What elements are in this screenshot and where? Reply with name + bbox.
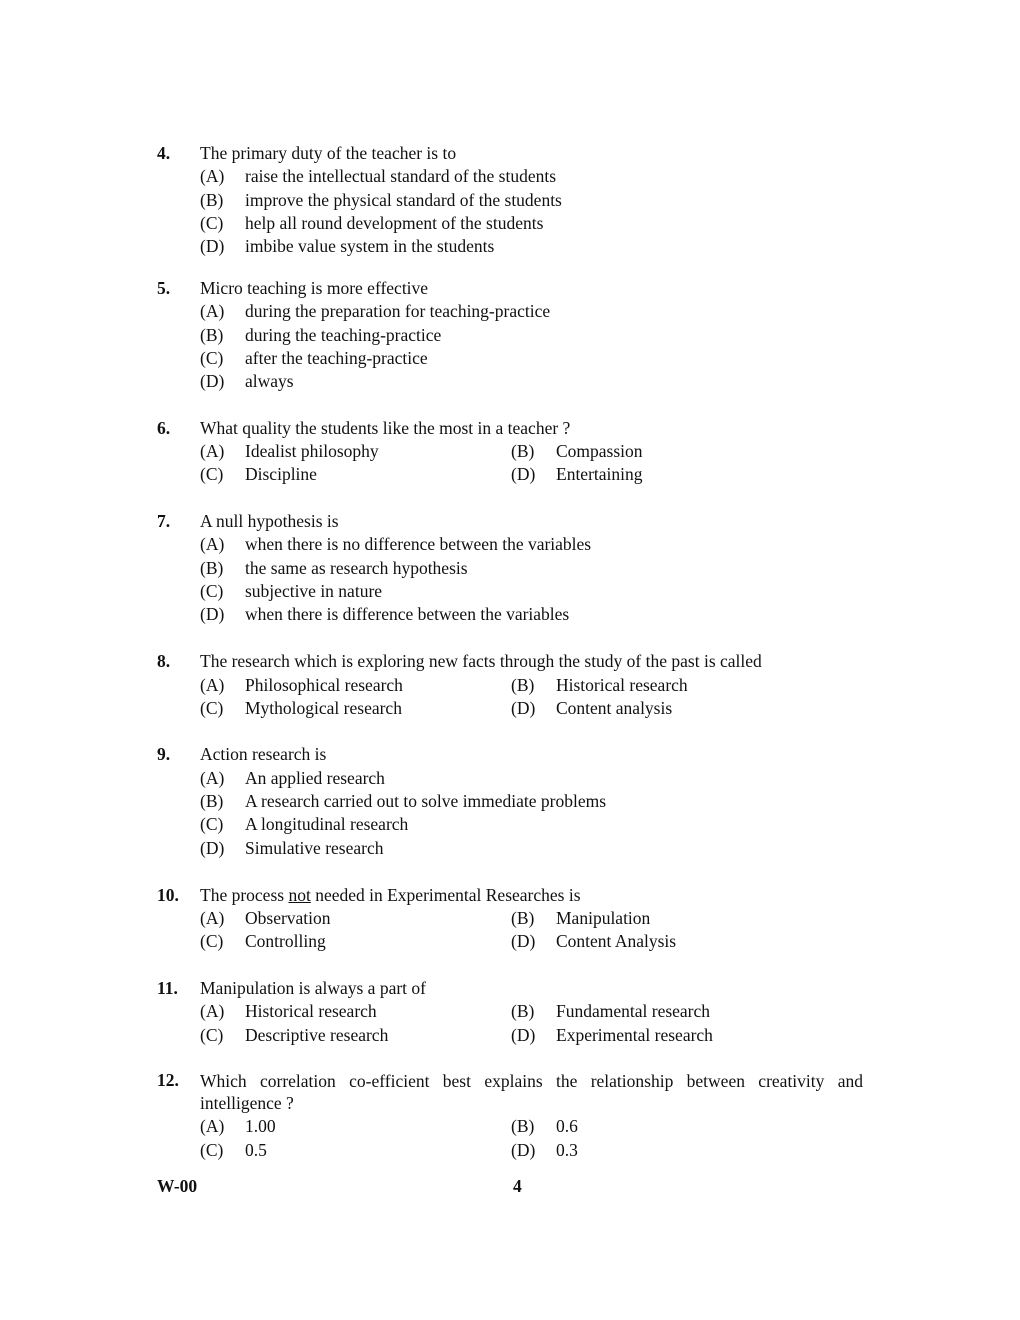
option-c [200,348,428,369]
question-text: A null hypothesis is [200,511,339,531]
option-label: (A) [200,166,225,186]
option-label: (C) [200,1140,224,1160]
option-text: Historical research [245,1001,377,1021]
paper-code: W-00 [157,1176,198,1196]
question-text: Which correlation co-efficient best explains the relationship between creativity and intelligence ? [200,1071,863,1113]
option-c [200,814,408,835]
option-label: (D) [511,464,536,484]
option-label: (B) [511,675,535,695]
option-label: (A) [200,1001,225,1021]
option-d [200,371,294,392]
option-c [200,1025,388,1046]
option-text: Observation [245,908,331,928]
option-label: (C) [200,581,224,601]
option-label: (D) [511,1025,536,1045]
question-number: 10. [157,885,179,905]
option-d [511,698,672,719]
option-text: Historical research [556,675,688,695]
option-label: (B) [511,441,535,461]
option-a [200,1001,377,1022]
option-a [200,908,331,929]
question-number: 8. [157,651,171,671]
option-label: (B) [200,325,224,345]
option-text: after the teaching-practice [245,348,428,368]
option-text: Philosophical research [245,675,403,695]
option-label: (D) [511,1140,536,1160]
option-b [511,675,688,696]
option-label: (B) [200,558,224,578]
option-text: Controlling [245,931,326,951]
option-text: during the preparation for teaching-practice [245,301,551,321]
option-label: (A) [200,301,225,321]
option-text: when there is difference between the variables [245,604,570,624]
option-text: Discipline [245,464,317,484]
option-d [511,464,643,485]
question-number: 5. [157,278,171,298]
option-text: help all round development of the students [245,213,544,233]
question-text: Manipulation is always a part of [200,978,426,998]
option-text: A longitudinal research [245,814,409,834]
option-label: (D) [200,236,225,256]
option-label: (C) [200,464,224,484]
option-label: (A) [200,768,225,788]
option-d [200,604,569,625]
question-text: Micro teaching is more effective [200,278,429,298]
question-number: 7. [157,511,171,531]
option-label: (C) [200,213,224,233]
page-number: 4 [513,1176,522,1196]
option-text: Simulative research [245,838,384,858]
option-b [511,908,650,929]
option-b [511,441,643,462]
option-b [200,190,562,211]
option-b [200,791,606,812]
option-label: (C) [200,348,224,368]
question-text: Action research is [200,744,327,764]
option-c [200,698,402,719]
option-text: the same as research hypothesis [245,558,468,578]
option-label: (C) [200,698,224,718]
question-number: 6. [157,418,171,438]
option-label: (A) [200,675,225,695]
option-a [200,166,556,187]
option-text: Content Analysis [556,931,677,951]
option-text: raise the intellectual standard of the students [245,166,557,186]
option-b [200,325,441,346]
option-text: improve the physical standard of the students [245,190,562,210]
option-label: (B) [200,791,224,811]
option-text: Compassion [556,441,643,461]
option-a [200,441,379,462]
question-number: 9. [157,744,171,764]
underlined-word: not [288,885,311,905]
option-text: when there is no difference between the variables [245,534,592,554]
question-text-part: The process [200,885,289,905]
option-d [200,838,384,859]
option-a [200,1116,276,1137]
option-text: subjective in nature [245,581,383,601]
option-text: 0.3 [556,1140,578,1160]
option-text: during the teaching-practice [245,325,442,345]
option-label: (A) [200,534,225,554]
option-b [200,558,468,579]
option-c [200,581,382,602]
option-label: (C) [200,1025,224,1045]
question-text [200,885,863,906]
question-text: The primary duty of the teacher is to [200,143,457,163]
option-label: (D) [200,604,225,624]
option-label: (C) [200,814,224,834]
option-a [200,301,550,322]
option-label: (D) [511,698,536,718]
question-number: 4. [157,143,171,163]
option-text: A research carried out to solve immediate problems [245,791,607,811]
question-text-part: needed in Experimental Researches is [310,885,581,905]
option-text: Experimental research [556,1025,713,1045]
option-label: (D) [200,371,225,391]
option-label: (A) [200,908,225,928]
option-label: (B) [511,1001,535,1021]
option-a [200,768,385,789]
option-text: 1.00 [245,1116,276,1136]
option-a [200,534,591,555]
question-text: The research which is exploring new facts through the study of the past is called [200,651,762,671]
option-b [511,1001,710,1022]
option-label: (A) [200,441,225,461]
option-b [511,1116,578,1137]
option-text: Content analysis [556,698,673,718]
option-text: imbibe value system in the students [245,236,495,256]
option-label: (B) [511,1116,535,1136]
option-label: (D) [511,931,536,951]
option-label: (A) [200,1116,225,1136]
option-text: Fundamental research [556,1001,711,1021]
option-text: 0.6 [556,1116,578,1136]
option-d [511,1140,578,1161]
question-number: 12. [157,1070,179,1090]
option-text: 0.5 [245,1140,267,1160]
option-text: Mythological research [245,698,402,718]
option-label: (D) [200,838,225,858]
option-c [200,213,543,234]
option-a [200,675,403,696]
option-label: (C) [200,931,224,951]
option-text: Manipulation [556,908,651,928]
option-text: Entertaining [556,464,643,484]
option-text: Descriptive research [245,1025,389,1045]
option-c [200,464,317,485]
option-text: always [245,371,294,391]
question-number: 11. [157,978,178,998]
question-text: What quality the students like the most in a teacher ? [200,418,571,438]
option-text: An applied research [245,768,385,788]
option-d [511,1025,713,1046]
option-c [200,1140,267,1161]
option-c [200,931,326,952]
option-d [511,931,676,952]
option-label: (B) [511,908,535,928]
option-d [200,236,494,257]
option-label: (B) [200,190,224,210]
option-text: Idealist philosophy [245,441,379,461]
